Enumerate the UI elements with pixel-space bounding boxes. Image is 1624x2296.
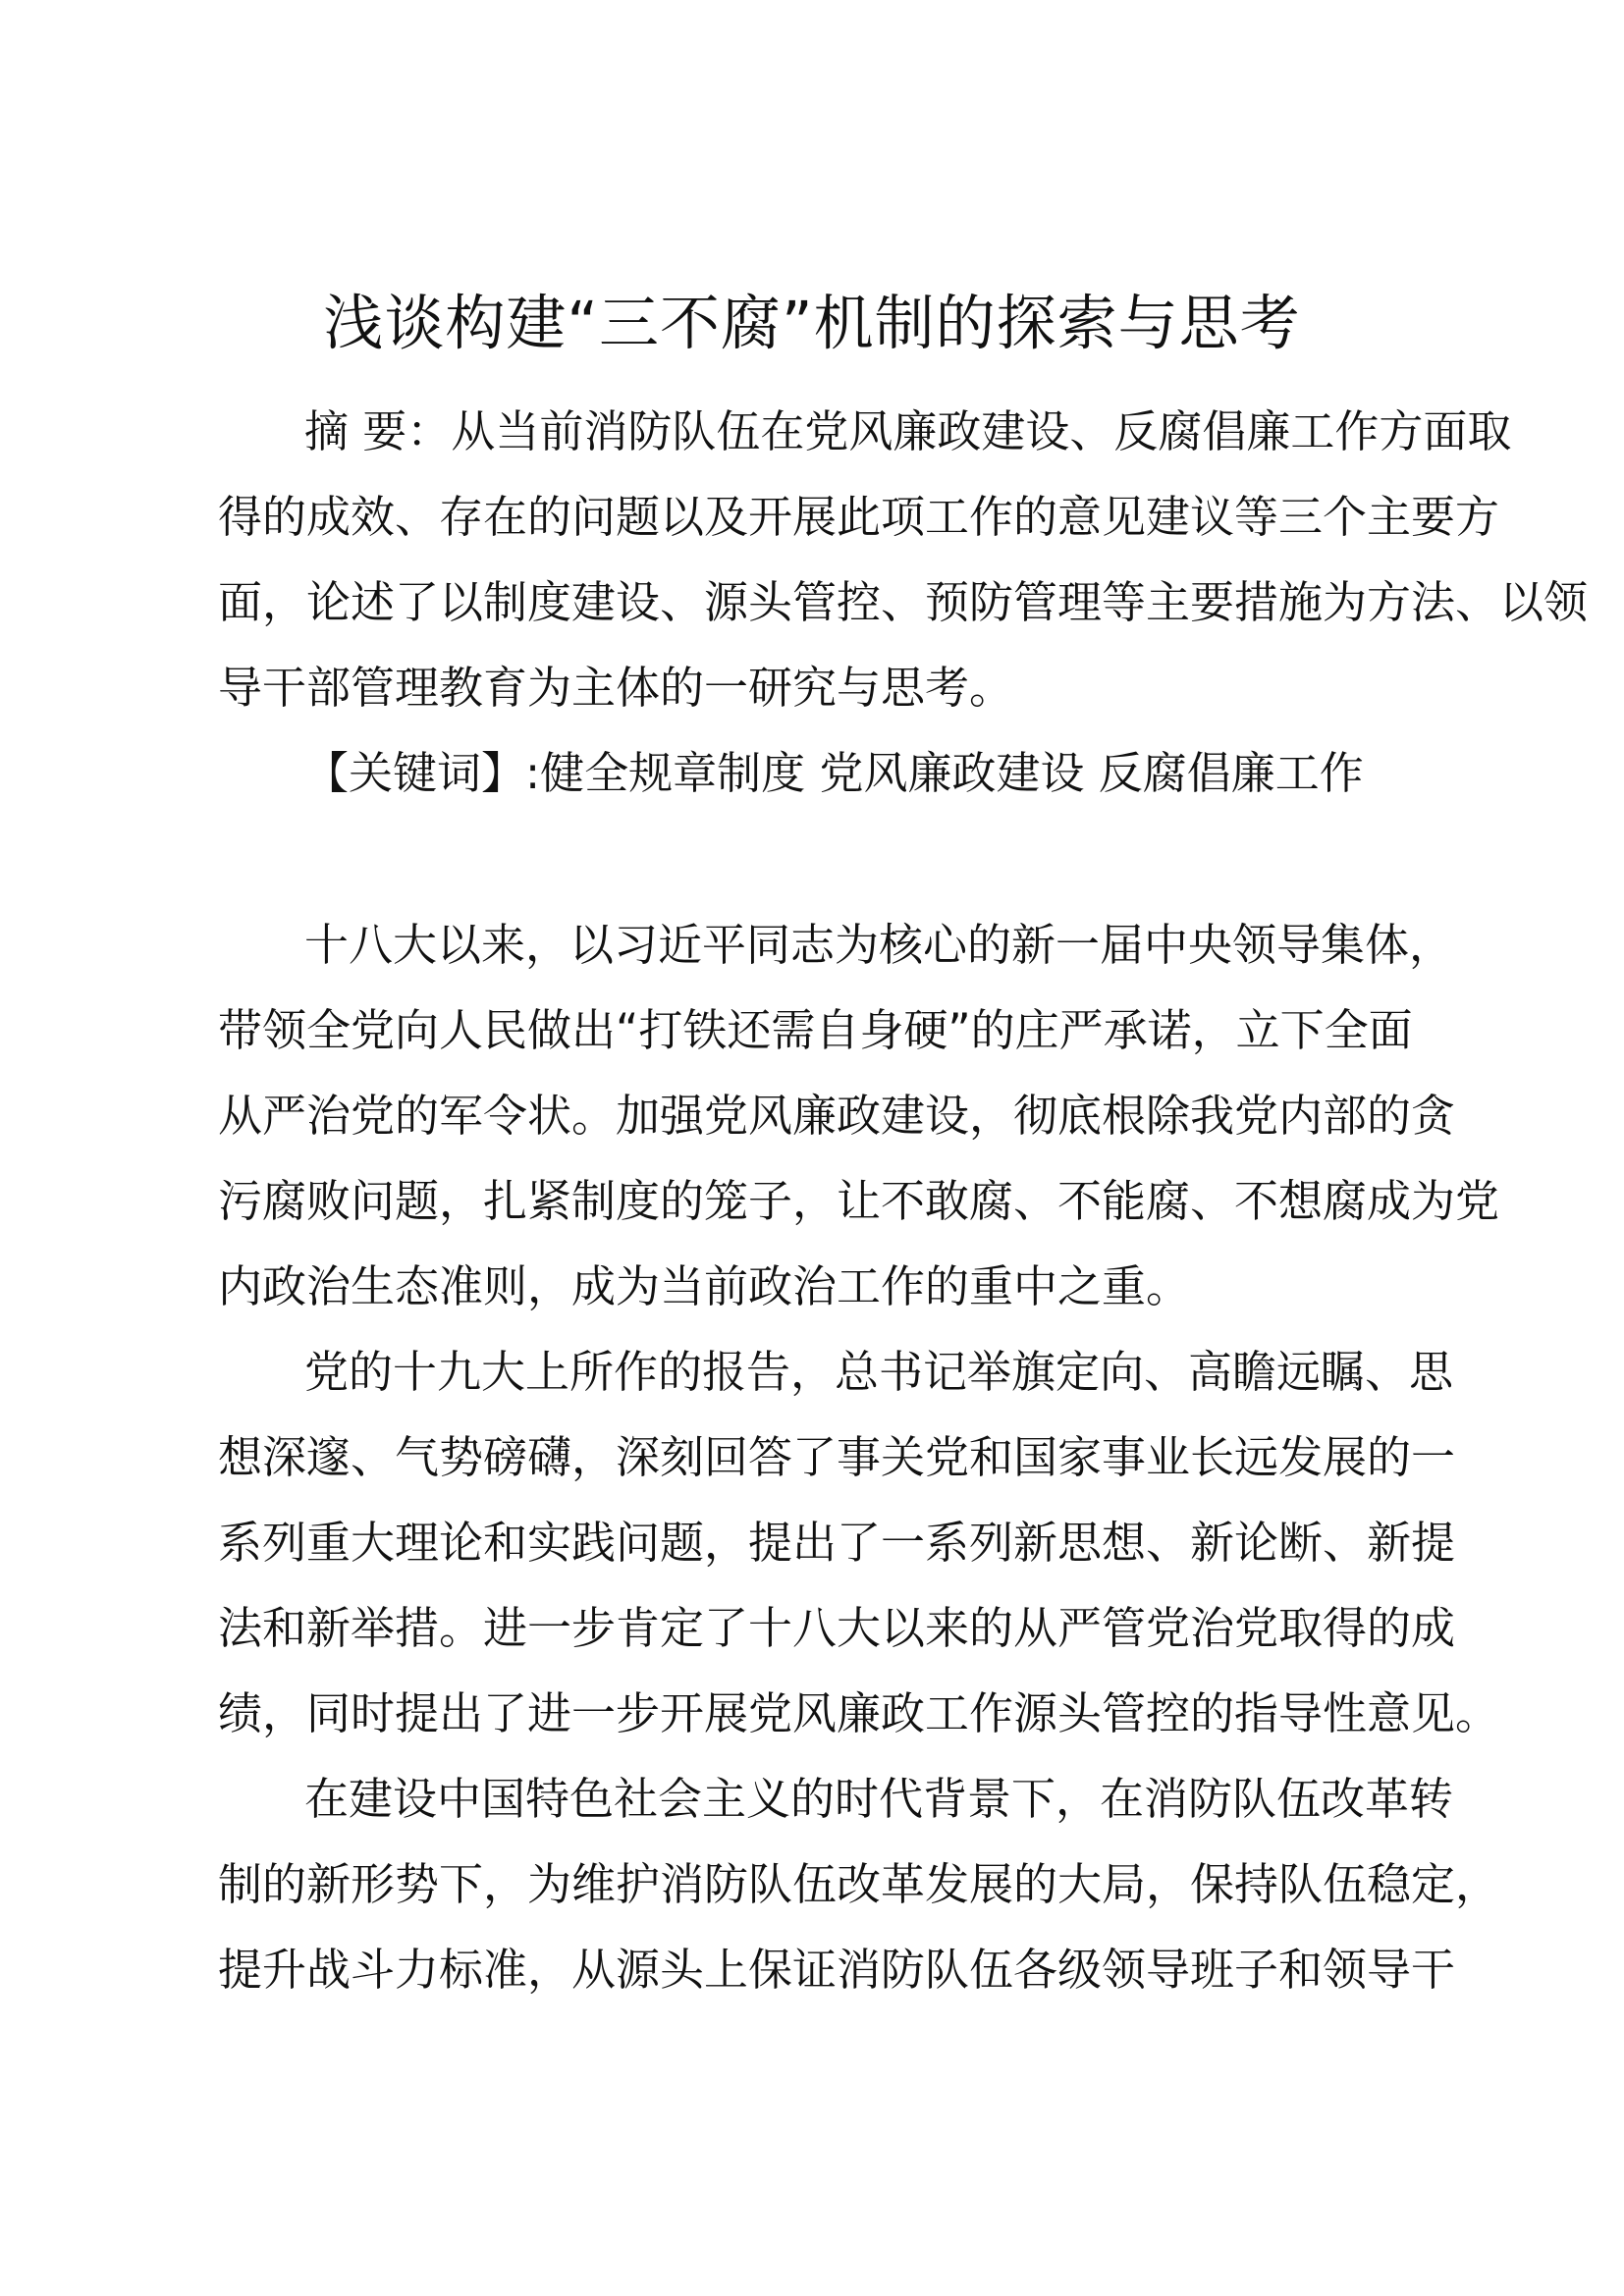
keywords-line: 【关键词】:健全规章制度 党风廉政建设 反腐倡廉工作 [304, 747, 1364, 799]
paragraph-1-line-3: 从严治党的军令状。加强党风廉政建设，彻底根除我党内部的贪 [218, 1090, 1456, 1142]
paragraph-1-line-5: 内政治生态准则，成为当前政治工作的重中之重。 [218, 1260, 1191, 1312]
document-title: 浅谈构建“三不腐”机制的探索与思考 [323, 289, 1301, 358]
paragraph-2-line-2: 想深邃、气势磅礴，深刻回答了事关党和国家事业长远发展的一 [218, 1431, 1456, 1483]
abstract-line-3: 面，论述了以制度建设、源头管控、预防管理等主要措施为方法、以领 [218, 576, 1589, 628]
abstract-label: 摘 要： [304, 405, 452, 457]
paragraph-1-line-4: 污腐败问题，扎紧制度的笼子，让不敢腐、不能腐、不想腐成为党 [218, 1175, 1500, 1227]
paragraph-2-line-4: 法和新举措。进一步肯定了十八大以来的从严管党治党取得的成 [218, 1602, 1456, 1654]
paragraph-2-line-3: 系列重大理论和实践问题，提出了一系列新思想、新论断、新提 [218, 1517, 1456, 1569]
paragraph-1-line-2: 带领全党向人民做出“打铁还需自身硬”的庄严承诺，立下全面 [218, 1004, 1413, 1056]
paragraph-3-line-2: 制的新形势下，为维护消防队伍改革发展的大局，保持队伍稳定， [218, 1858, 1500, 1910]
abstract-line-4: 导干部管理教育为主体的一研究与思考。 [218, 662, 1014, 714]
abstract-text: 从当前消防队伍在党风廉政建设、反腐倡廉工作方面取 [451, 405, 1512, 457]
paragraph-3-line-1: 在建设中国特色社会主义的时代背景下，在消防队伍改革转 [304, 1773, 1454, 1825]
paragraph-3-line-3: 提升战斗力标准，从源头上保证消防队伍各级领导班子和领导干 [218, 1944, 1456, 1996]
abstract-line-1 [304, 402, 1511, 461]
paragraph-2-line-5: 绩，同时提出了进一步开展党风廉政工作源头管控的指导性意见。 [218, 1687, 1500, 1739]
abstract-line-2: 得的成效、存在的问题以及开展此项工作的意见建议等三个主要方 [218, 491, 1500, 543]
paragraph-1-line-1: 十八大以来，以习近平同志为核心的新一届中央领导集体， [304, 919, 1454, 971]
paragraph-2-line-1: 党的十九大上所作的报告，总书记举旗定向、高瞻远瞩、思 [304, 1346, 1454, 1398]
